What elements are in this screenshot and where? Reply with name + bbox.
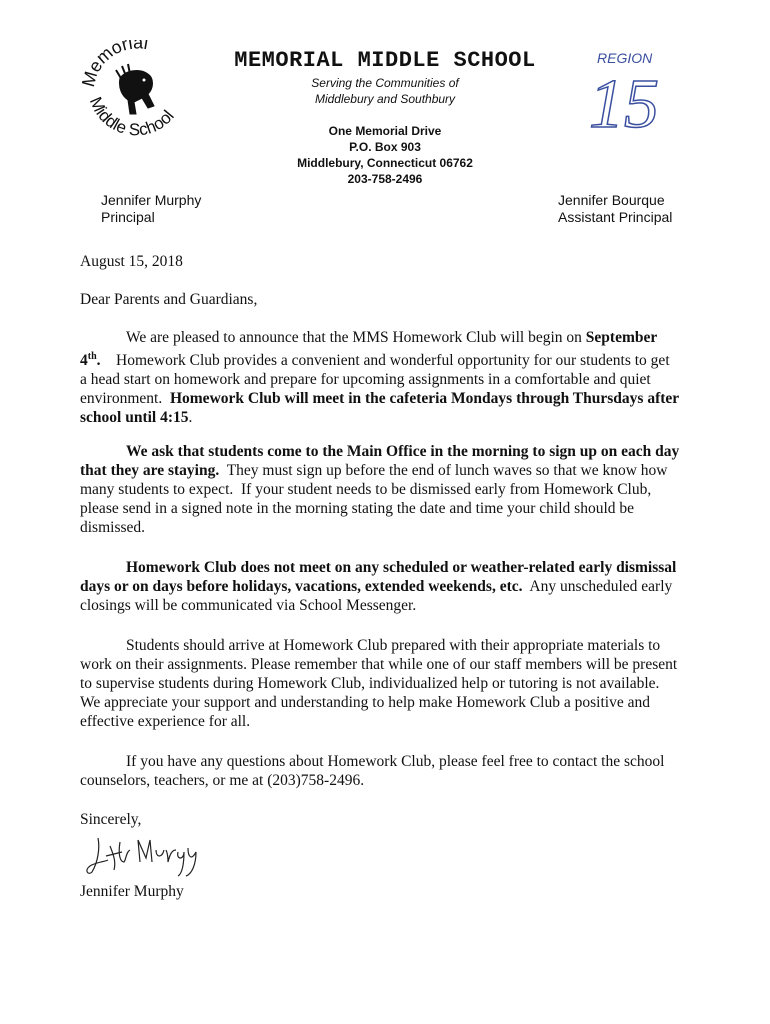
p1-start-date: September 4 [80,329,657,370]
p2-signup-instruction: We ask that students come to the Main Office in the morning to sign up on each day that they are staying. [80,443,680,479]
paragraph-3 [80,558,680,615]
p1-text-f: . [188,409,193,427]
address-line1: One Memorial Drive [328,124,442,138]
region-logo [585,45,665,135]
logo-text-bottom: Middle School [85,94,178,140]
p3-text-b: Any unscheduled early closings will be communicated via School Messenger. [80,578,677,614]
assistant-principal-title: Assistant Principal [558,209,673,225]
paragraph-2 [80,442,680,537]
paragraph-4: Students should arrive at Homework Club prepared with their appropriate materials to work on their assignments. Please remember that while one of our staff members will be present to supervise students during Homework Club, individualized help or tutoring is not available. We appreciate your support and understanding to help make Homework Club a positive and effective experience for all. [80,637,678,730]
p1-text-c: . [96,352,101,370]
tagline-line1: Serving the Communities of [311,76,459,90]
paragraph-5: If you have any questions about Homework Club, please feel free to contact the school counselors, teachers, or me at (203)758-2496. [80,753,665,789]
handwritten-signature [84,832,204,880]
p1-text-a: We are pleased to announce that the MMS Homework Club will begin on [126,329,586,346]
principal-title: Principal [101,209,155,225]
phone-number: 203-758-2496 [347,172,423,186]
region-label: REGION [597,50,653,66]
p1-text-d: Homework Club provides a convenient and wonderful opportunity for our students to get a head start on homework and prepare for upcoming assignments in a comfortable and quiet environment. [80,352,674,408]
principal-block [101,192,201,226]
letter-closing: Sincerely, [80,811,142,828]
horse-mascot-icon [116,64,154,114]
letter-date: August 15, 2018 [80,253,183,270]
region-number: 15 [589,66,659,135]
address-line3: Middlebury, Connecticut 06762 [297,156,473,170]
tagline-line2: Middlebury and Southbury [314,92,456,106]
paragraph-1 [80,328,680,427]
p2-text-b: They must sign up before the end of lunch waves so that we know how many students to expect. If your student needs to be dismissed early from Homework Club, please send in a signed note in the morning stating the date and time your child should be dismissed. [80,462,672,536]
assistant-principal-block [558,192,672,226]
assistant-principal-name: Jennifer Bourque [558,192,665,208]
logo-text-top: emorial [84,40,150,76]
school-name: MEMORIAL MIDDLE SCHOOL [234,48,536,73]
p1-schedule: Homework Club will meet in the cafeteria Mondays through Thursdays after school until 4:15 [80,390,679,427]
letter-salutation: Dear Parents and Guardians, [80,291,258,308]
p1-start-date-suffix: th [87,351,97,362]
principal-name: Jennifer Murphy [101,192,202,208]
address-line2: P.O. Box 903 [349,140,421,154]
p3-closure-notice: Homework Club does not meet on any scheduled or weather-related early dismissal days or on days before holidays, vacations, extended weekends, etc. [80,559,677,595]
signer-name: Jennifer Murphy [80,883,184,900]
school-logo [82,40,192,155]
